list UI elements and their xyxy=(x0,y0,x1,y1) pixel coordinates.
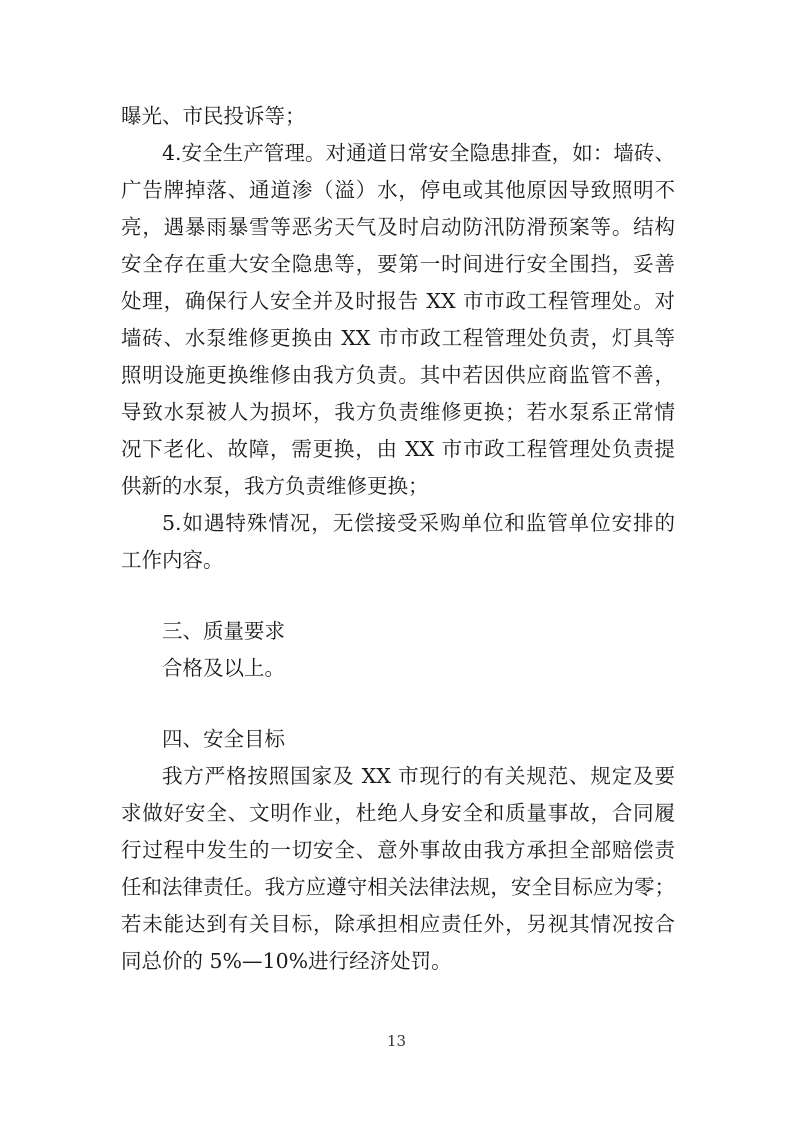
text-line: 4.安全生产管理。对通道日常安全隐患排查，如：墙砖、 xyxy=(162,141,675,165)
text-line: 安全存在重大安全隐患等，要第一时间进行安全围挡，妥善 xyxy=(121,252,675,276)
section-heading-safety: 四、安全目标 xyxy=(162,727,285,751)
text-line: 同总价的 5%—10%进行经济处罚。 xyxy=(121,949,452,973)
text-line: 导致水泵被人为损坏，我方负责维修更换；若水泵系正常情 xyxy=(121,400,675,424)
text-line: 广告牌掉落、通道渗（溢）水，停电或其他原因导致照明不 xyxy=(121,178,675,202)
text-line: 处理，确保行人安全并及时报告 XX 市市政工程管理处。对 xyxy=(121,289,675,313)
body-text xyxy=(121,98,675,980)
text-line: 曝光、市民投诉等； xyxy=(121,104,306,128)
section-heading-quality: 三、质量要求 xyxy=(162,619,285,643)
page-number: 13 xyxy=(386,1032,407,1050)
text-line: 况下老化、故障，需更换，由 XX 市市政工程管理处负责提 xyxy=(121,437,675,461)
text-line: 行过程中发生的一切安全、意外事故由我方承担全部赔偿责 xyxy=(121,838,675,862)
text-line: 照明设施更换维修由我方负责。其中若因供应商监管不善， xyxy=(121,363,675,387)
text-line: 5.如遇特殊情况，无偿接受采购单位和监管单位安排的 xyxy=(162,511,675,535)
text-line: 墙砖、水泵维修更换由 XX 市市政工程管理处负责，灯具等 xyxy=(121,326,675,350)
text-line: 我方严格按照国家及 XX 市现行的有关规范、规定及要 xyxy=(162,764,675,788)
text-line: 任和法律责任。我方应遵守相关法律法规，安全目标应为零； xyxy=(121,875,675,899)
text-line: 供新的水泵，我方负责维修更换； xyxy=(121,474,429,498)
paragraph-gap xyxy=(121,579,675,613)
paragraph-gap xyxy=(121,687,675,721)
text-line: 求做好安全、文明作业，杜绝人身安全和质量事故，合同履 xyxy=(121,801,675,825)
text-line: 合格及以上。 xyxy=(162,656,285,680)
text-line: 工作内容。 xyxy=(121,548,224,572)
text-line: 亮，遇暴雨暴雪等恶劣天气及时启动防汛防滑预案等。结构 xyxy=(121,215,675,239)
text-line: 若未能达到有关目标，除承担相应责任外，另视其情况按合 xyxy=(121,912,675,936)
